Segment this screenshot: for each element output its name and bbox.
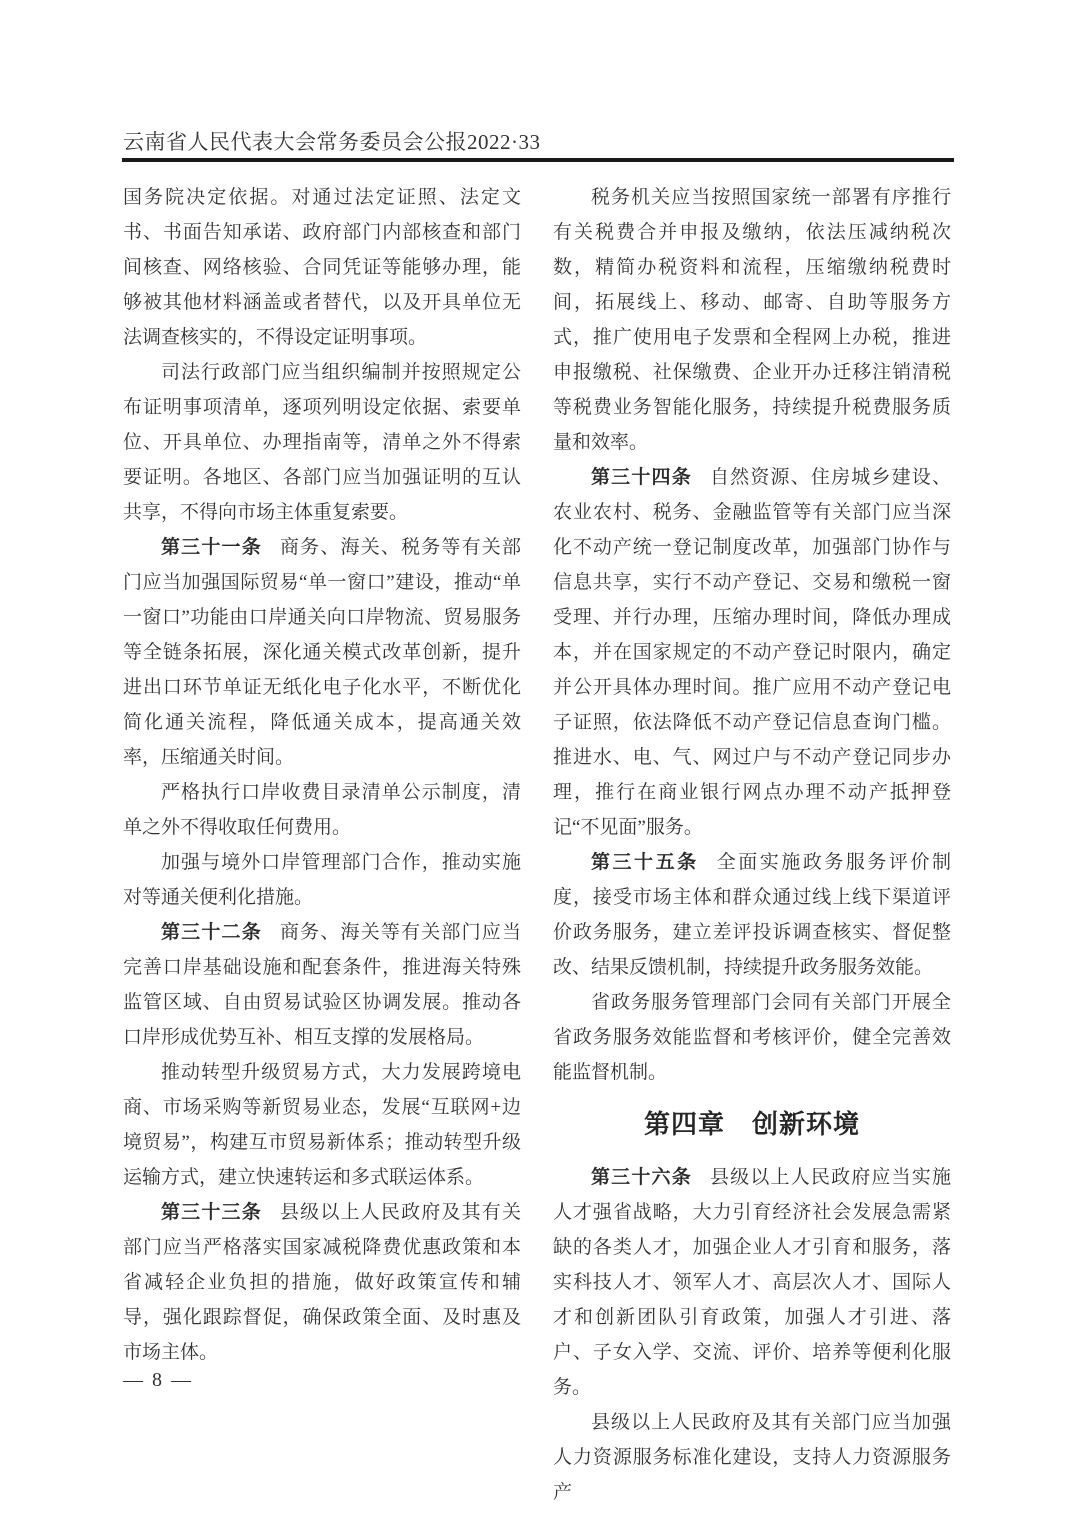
bulletin-header-title: 云南省人民代表大会常务委员会公报2022·33 <box>123 130 541 154</box>
paragraph: 第三十二条 商务、海关等有关部门应当完善口岸基础设施和配套条件，推进海关特殊监管区域、自由贸易试验区协调发展。推动各口岸形成优势互补、相互支撑的发展格局。 <box>123 922 521 1048</box>
article-number: 第三十三条 <box>161 1202 262 1223</box>
paragraph: 推动转型升级贸易方式，大力发展跨境电商、市场采购等新贸易业态，发展“互联网+边境贸易”，构建互市贸易新体系；推动转型升级运输方式，建立快速转运和多式联运体系。 <box>123 1062 521 1188</box>
paragraph: 国务院决定依据。对通过法定证照、法定文书、书面告知承诺、政府部门内部核查和部门间核查、网络核验、合同凭证等能够办理，能够被其他材料涵盖或者替代，以及开具单位无法调查核实的，不得设定证明事项。 <box>123 187 521 348</box>
paragraph: 司法行政部门应当组织编制并按照规定公布证明事项清单，逐项列明设定依据、索要单位、开具单位、办理指南等，清单之外不得索要证明。各地区、各部门应当加强证明的互认共享，不得向市场主体重复索要。 <box>123 362 521 523</box>
article-number: 第三十五条 <box>591 852 699 873</box>
article-number: 第三十六条 <box>591 1167 692 1188</box>
right-column <box>553 180 951 1510</box>
paragraph: 第三十六条 县级以上人民政府应当实施人才强省战略，大力引育经济社会发展急需紧缺的各类人才，加强企业人才引育和服务，落实科技人才、领军人才、高层次人才、国际人才和创新团队引育政策，加强人才引进、落户、子女入学、交流、评价、培养等便利化服务。 <box>553 1167 951 1398</box>
article-number: 第三十二条 <box>161 922 262 943</box>
paragraph: 第三十五条 全面实施政务服务评价制度，接受市场主体和群众通过线上线下渠道评价政务服务，建立差评投诉调查核实、督促整改、结果反馈机制，持续提升政务服务效能。 <box>553 852 951 978</box>
paragraph: 税务机关应当按照国家统一部署有序推行有关税费合并申报及缴纳，依法压减纳税次数，精简办税资料和流程，压缩缴纳税费时间，拓展线上、移动、邮寄、自助等服务方式，推广使用电子发票和全程网上办税，推进申报缴税、社保缴费、企业开办迁移注销清税等税费业务智能化服务，持续提升税费服务质量和效率。 <box>553 187 951 453</box>
paragraph: 第三十四条 自然资源、住房城乡建设、农业农村、税务、金融监管等有关部门应当深化不动产统一登记制度改革，加强部门协作与信息共享，实行不动产登记、交易和缴税一窗受理、并行办理，压缩办理时间，降低办理成本，并在国家规定的不动产登记时限内，确定并公开具体办理时间。推广应用不动产登记电子证照，依法降低不动产登记信息查询门槛。推进水、电、气、网过户与不动产登记同步办理，推行在商业银行网点办理不动产抵押登记“不见面”服务。 <box>553 467 951 838</box>
paragraph: 加强与境外口岸管理部门合作，推动实施对等通关便利化措施。 <box>123 852 521 908</box>
paragraph: 县级以上人民政府及其有关部门应当加强人力资源服务标准化建设，支持人力资源服务产 <box>553 1412 951 1503</box>
header-rule <box>122 158 954 162</box>
paragraph: 第三十三条 县级以上人民政府及其有关部门应当严格落实国家减税降费优惠政策和本省减轻企业负担的措施，做好政策宣传和辅导，强化跟踪督促，确保政策全面、及时惠及市场主体。 <box>123 1202 521 1363</box>
page-number: — 8 — <box>123 1369 193 1391</box>
paragraph: 严格执行口岸收费目录清单公示制度，清单之外不得收取任何费用。 <box>123 782 521 838</box>
left-column <box>123 180 521 1370</box>
paragraph: 省政务服务管理部门会同有关部门开展全省政务服务效能监督和考核评价，健全完善效能监督机制。 <box>553 992 951 1083</box>
chapter-heading: 第四章 创新环境 <box>643 1109 860 1139</box>
article-number: 第三十四条 <box>591 467 692 488</box>
paragraph: 第三十一条 商务、海关、税务等有关部门应当加强国际贸易“单一窗口”建设，推动“单一窗口”功能由口岸通关向口岸物流、贸易服务等全链条拓展，深化通关模式改革创新，提升进出口环节单证无纸化电子化水平，不断优化简化通关流程，降低通关成本，提高通关效率，压缩通关时间。 <box>123 537 521 768</box>
article-number: 第三十一条 <box>161 537 262 558</box>
